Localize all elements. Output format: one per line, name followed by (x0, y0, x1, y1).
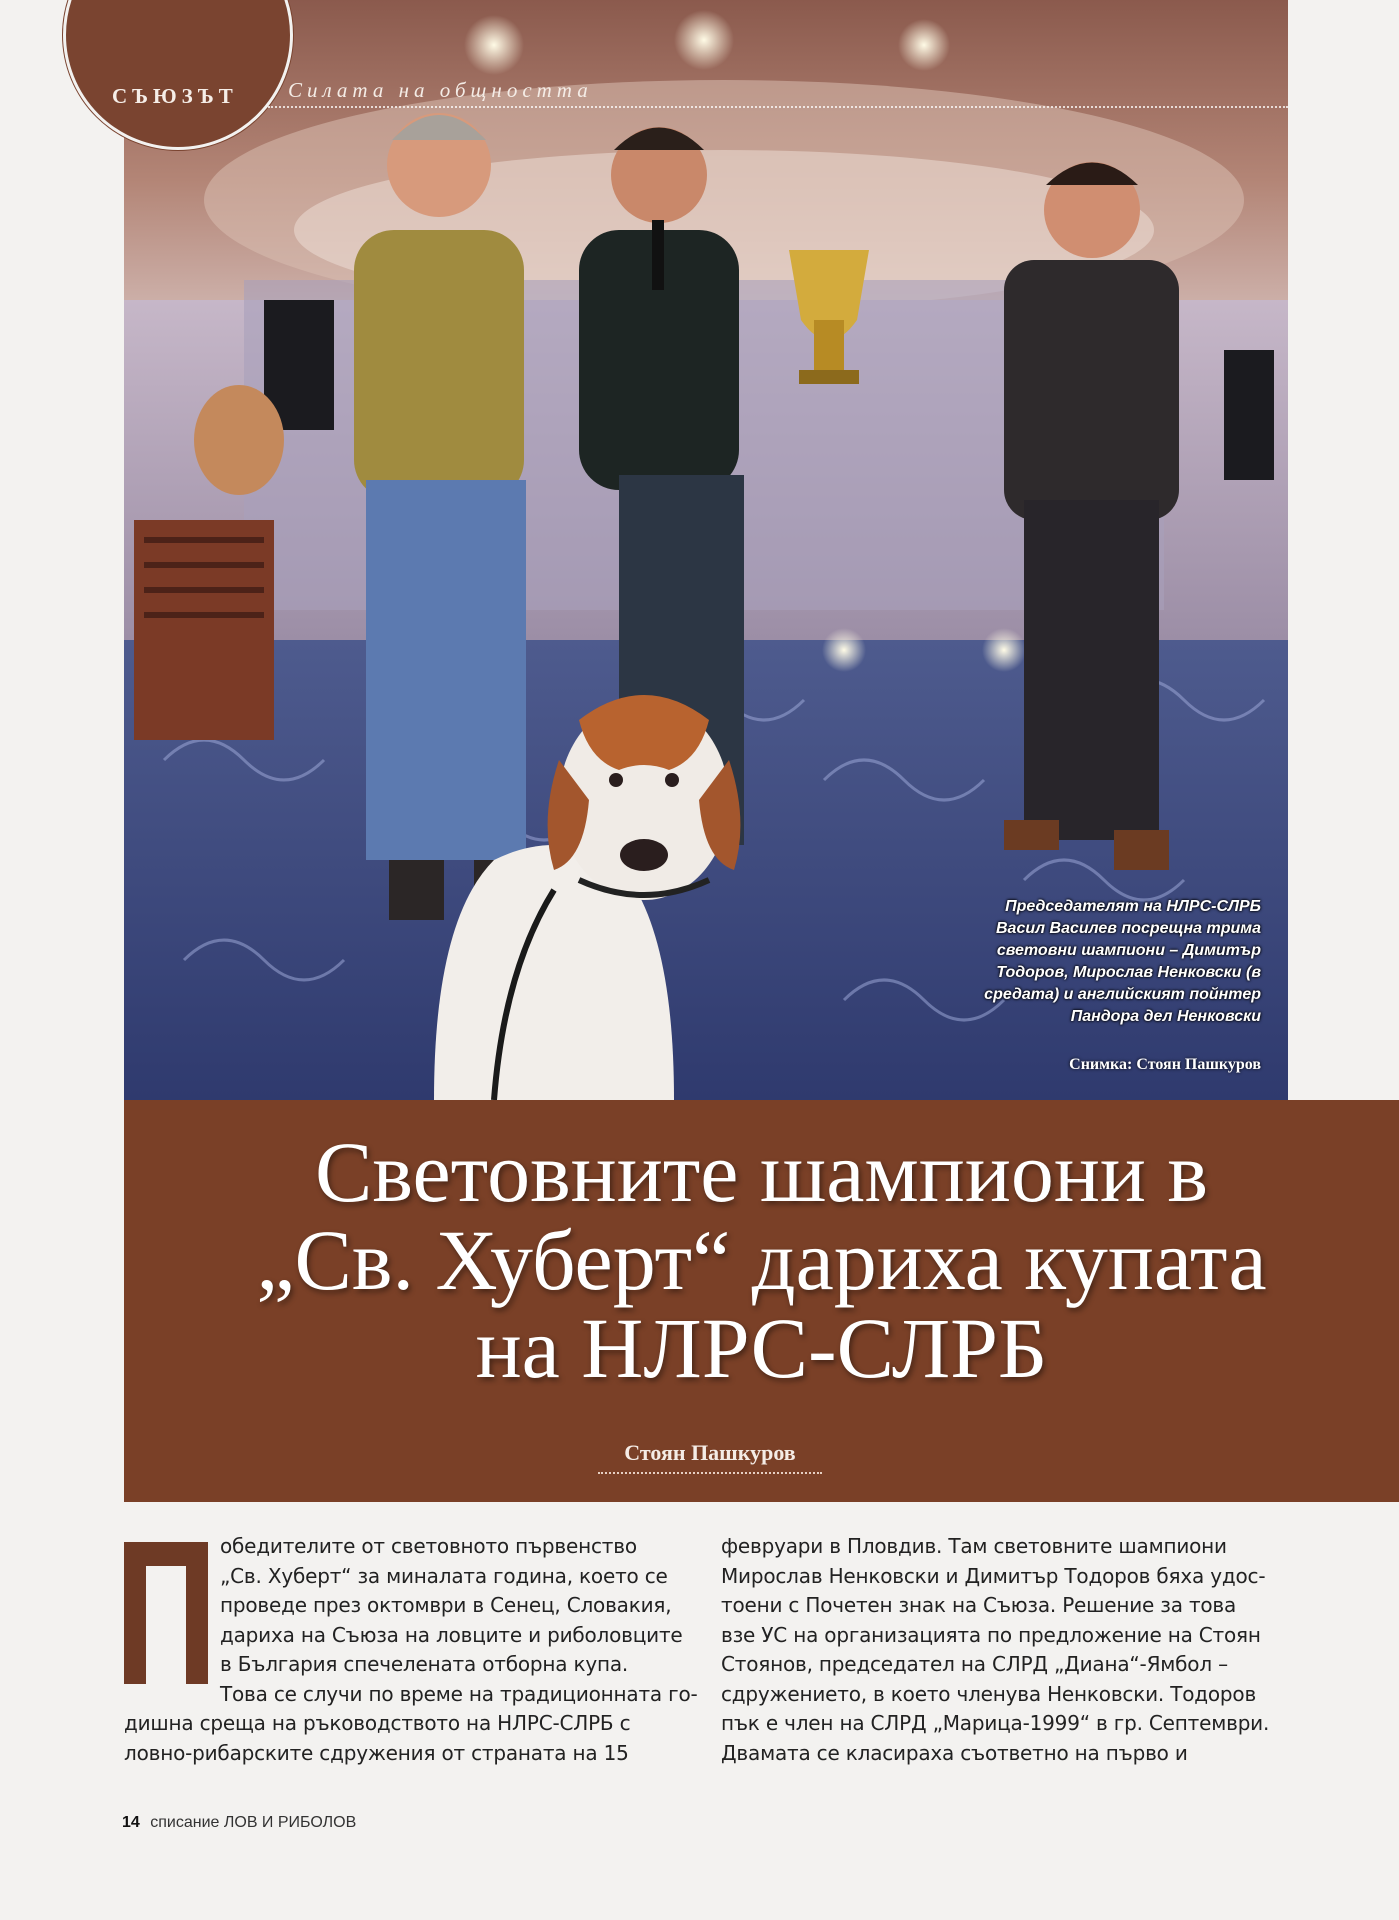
article-headline (124, 1124, 1399, 1396)
headline-line-1: Световните шампиони в (314, 1124, 1208, 1220)
photo-caption: Председателят на НЛРС-СЛРБ Васил Василев посрещна трима световни шампиони – Димитър Тодоров, Мирослав Ненковски (в средата) и английският пойнтер Пандора дел Ненковски (984, 898, 1261, 1025)
section-divider (268, 106, 1288, 108)
page-footer (122, 1814, 356, 1832)
section-subtitle: Силата на общността (288, 78, 593, 102)
magazine-name: списание ЛОВ И РИБОЛОВ (150, 1814, 357, 1831)
article-author: Стоян Пашкуров (598, 1440, 822, 1474)
page-number: 14 (122, 1814, 140, 1831)
body-column-right (721, 1532, 1291, 1768)
photo-credit: Снимка: Стоян Пашкуров (1069, 1056, 1261, 1073)
headline-line-3: на НЛРС-СЛРБ (475, 1300, 1048, 1396)
body-text-left: обедителите от световното първенство „Св. Хуберт“ за миналата година, което се проведе през октомври в Сенец, Словакия, дариха на Съюза на ловците и риболовците в България спечелената отборна купа. Това се случи по време на традиционната го- дишна среща на ръководството на НЛРС-СЛРБ с ловно-рибарските сдружения от страната на 15 (124, 1534, 698, 1765)
body-text-right: февруари в Пловдив. Там световните шампиони Мирослав Ненковски и Димитър Тодоров бяха удос- тоени с Почетен знак на Съюза. Решение за това взе УС на организацията по предложение на Стоян Стоянов, председател на СЛРД „Диана“-Ямбол – сдружението, в което членува Ненковски. Тодоров пък е член на СЛРД „Марица-1999“ в гр. Септември. Двамата се класираха съответно на първо и (721, 1534, 1270, 1765)
drop-cap-letter (124, 1542, 208, 1684)
body-column-left (124, 1532, 698, 1768)
section-label: СЪЮЗЪТ (112, 84, 238, 108)
headline-line-2: „Св. Хуберт“ дариха купата (256, 1212, 1267, 1308)
